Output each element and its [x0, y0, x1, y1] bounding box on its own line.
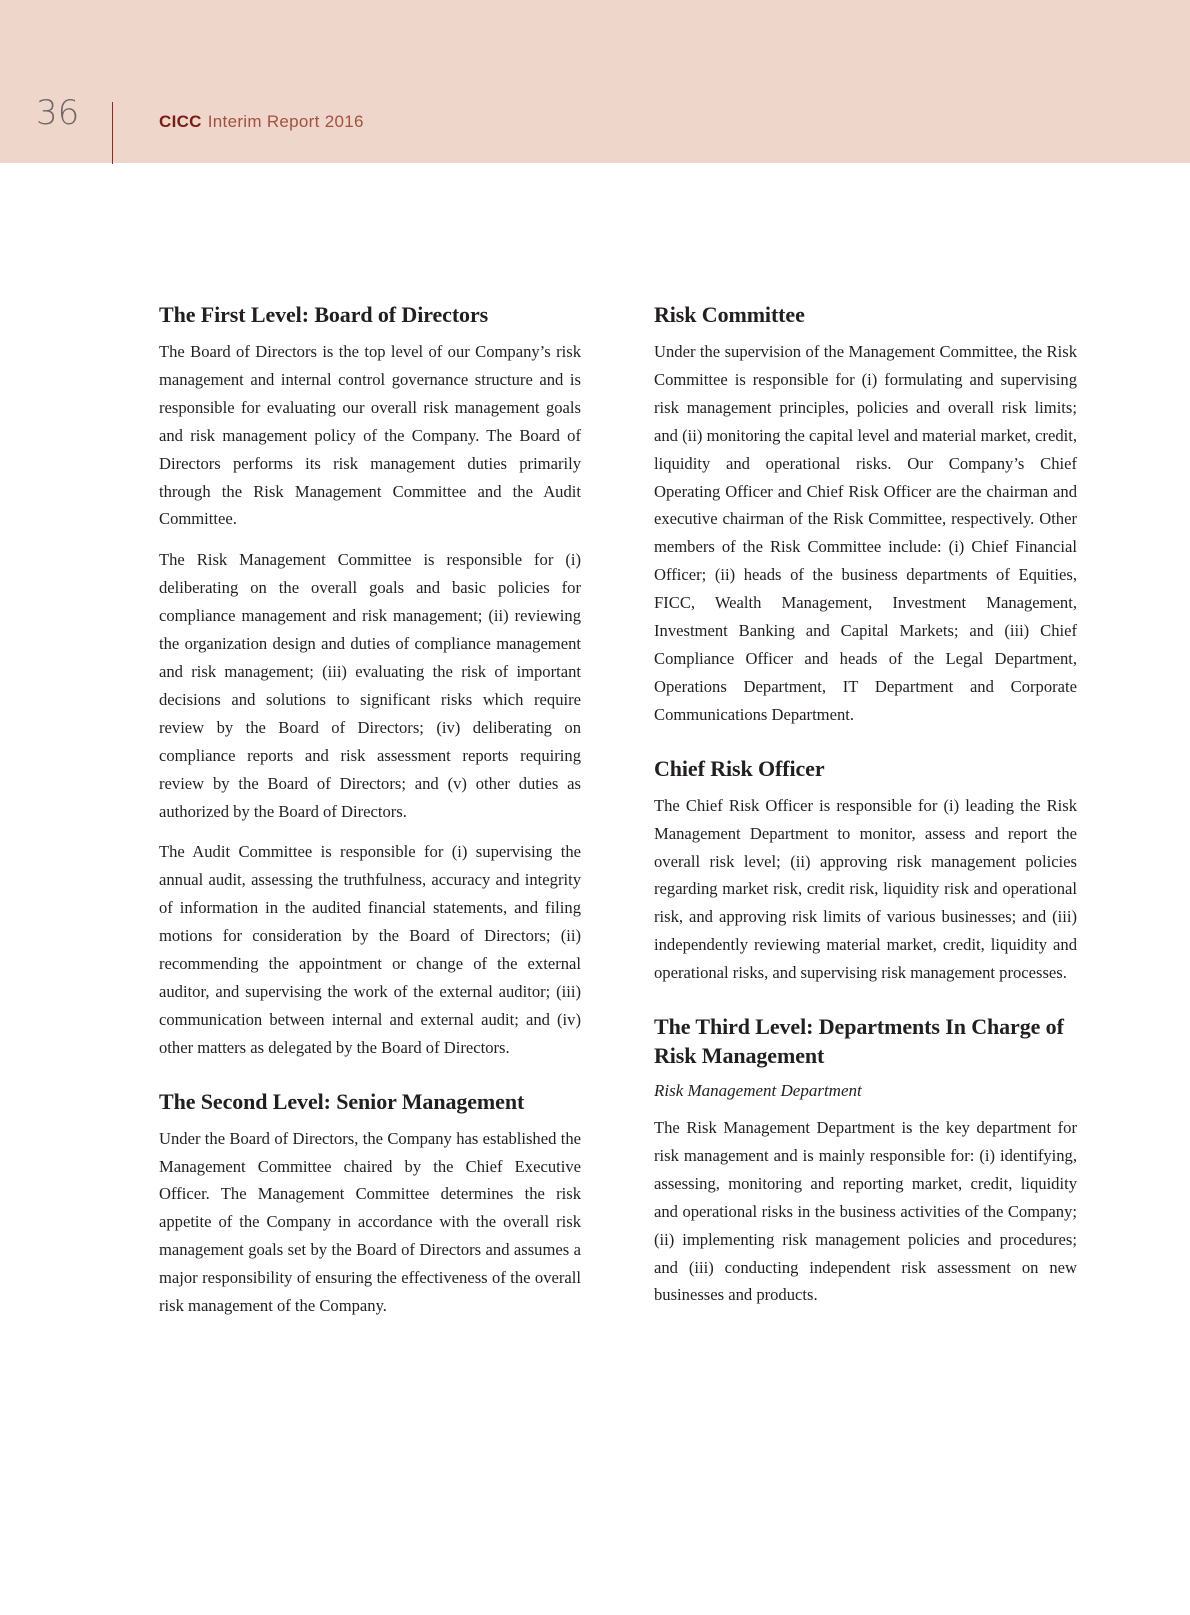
sub-heading: Risk Management Department — [654, 1081, 862, 1101]
right-column — [654, 300, 1077, 1322]
paragraph: Under the Board of Directors, the Company has established the Management Committee chaired by the Chief Executive Officer. The Management Committee determines the risk appetite of the Company in accordance with the overall risk management goals set by the Board of Directors and assumes a major responsibility of ensuring the effectiveness of the overall risk management of the Company. — [159, 1128, 581, 1316]
section-first-level — [159, 300, 581, 1062]
paragraph: Under the supervision of the Management Committee, the Risk Committee is responsible for (i) formulating and supervising risk management principles, policies and overall risk limits; and (ii) monitoring the capital level and material market, credit, liquidity and operational risks. Our Company’s Chief Operating Officer and Chief Risk Officer are the chairman and executive chairman of the Risk Committee, respectively. Other members of the Risk Committee include: (i) Chief Financial Officer; (ii) heads of the business departments of Equities, FICC, Wealth Management, Investment Management, Investment Banking and Capital Markets; and (iii) Chief Compliance Officer and heads of the Legal Department, Operations Department, IT Department and Corporate Communications Department. — [654, 342, 1077, 724]
paragraph: The Chief Risk Officer is responsible for (i) leading the Risk Management Department to monitor, assess and report the overall risk level; (ii) approving risk management policies regarding market risk, credit risk, liquidity risk and operational risk, and approving risk limits of various businesses; and (iii) independently reviewing material market, credit, liquidity and operational risks, and supervising risk management processes. — [654, 795, 1077, 983]
header-divider — [112, 102, 113, 164]
section-chief-risk-officer — [654, 754, 1077, 987]
paragraph: The Risk Management Committee is responsible for (i) deliberating on the overall goals and basic policies for compliance management and risk management; (ii) reviewing the organization design and duties of compliance management and risk management; (iii) evaluating the risk of important decisions and solutions to significant risks which require review by the Board of Directors; (iv) deliberating on compliance reports and risk assessment reports requiring review by the Board of Directors; and (v) other duties as authorized by the Board of Directors. — [159, 550, 581, 821]
report-name: Interim Report 2016 — [207, 112, 364, 131]
section-third-level — [654, 1012, 1077, 1309]
report-title — [159, 113, 364, 130]
left-column — [159, 300, 581, 1333]
section-second-level — [159, 1087, 581, 1320]
page-number: 36 — [36, 93, 80, 133]
paragraph: The Board of Directors is the top level of our Company’s risk management and internal control governance structure and is responsible for evaluating our overall risk management goals and risk management policy of the Company. The Board of Directors performs its risk management duties primarily through the Risk Management Committee and the Audit Committee. — [159, 342, 581, 529]
section-heading: The First Level: Board of Directors — [159, 302, 489, 327]
paragraph: The Audit Committee is responsible for (i) supervising the annual audit, assessing the truthfulness, accuracy and integrity of information in the audited financial statements, and filing motions for consideration by the Board of Directors; (ii) recommending the appointment or change of the external auditor, and supervising the work of the external auditor; (iii) communication between internal and external audit; and (iv) other matters as delegated by the Board of Directors. — [159, 842, 581, 1057]
page-header-band — [0, 0, 1190, 163]
brand-name: CICC — [159, 112, 202, 131]
section-heading: The Second Level: Senior Management — [159, 1088, 525, 1114]
paragraph: The Risk Management Department is the key department for risk management and is mainly responsible for: (i) identifying, assessing, monitoring and reporting market, credit, liquidity and operational risks in the business activities of the Company; (ii) implementing risk management policies and procedures; and (iii) conducting independent risk assessment on new businesses and products. — [654, 1118, 1077, 1305]
section-heading: Risk Committee — [654, 302, 805, 327]
section-risk-committee — [654, 300, 1077, 729]
section-heading: Chief Risk Officer — [654, 755, 825, 781]
section-heading: The Third Level: Departments In Charge of Risk Management — [654, 1014, 1064, 1069]
